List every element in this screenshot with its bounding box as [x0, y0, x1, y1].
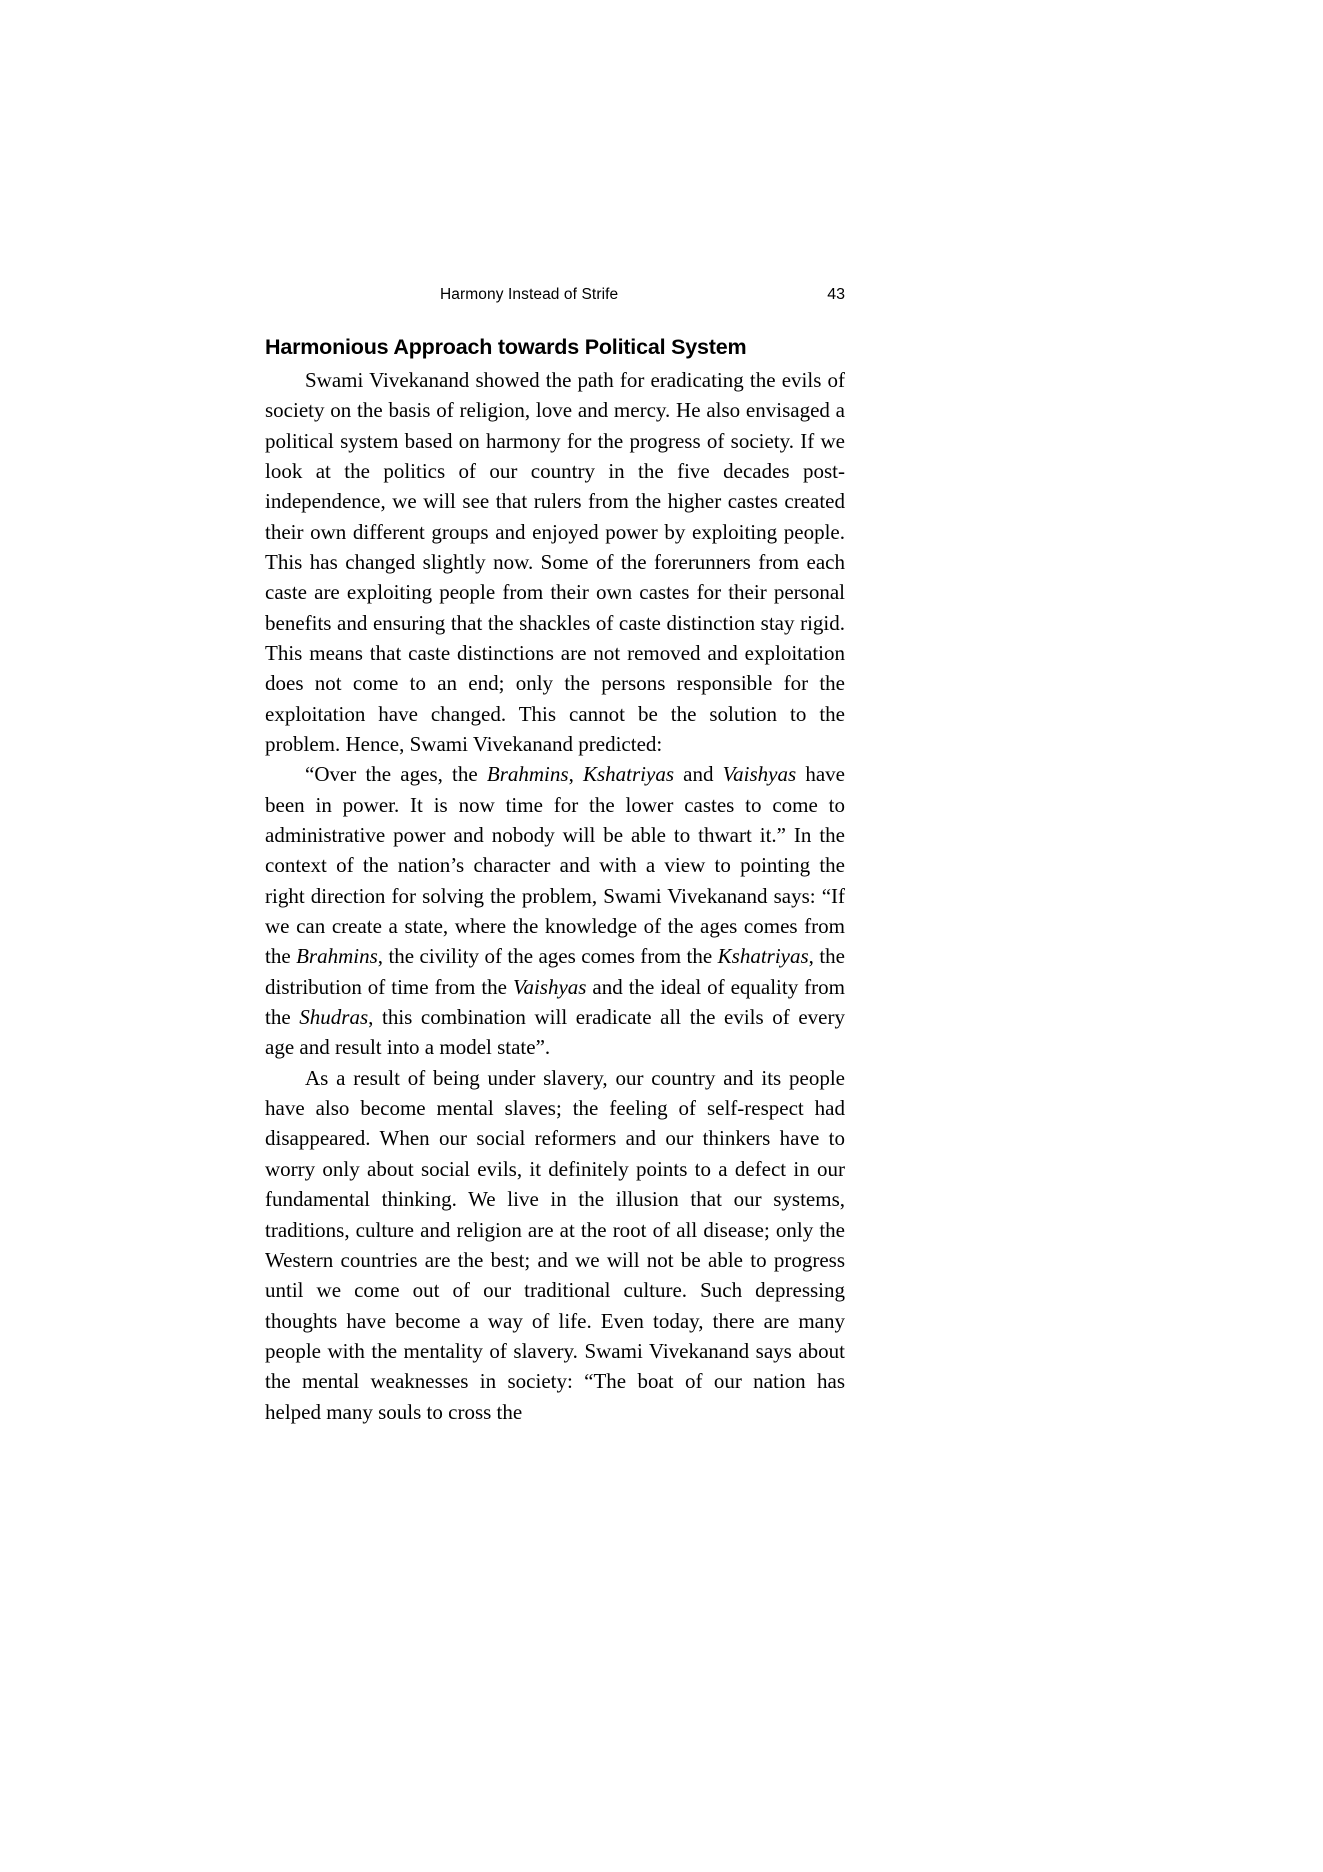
paragraph-3-text: As a result of being under slavery, our country and its people have also become mental slaves; the feeling of self-respect had disappeared. When our social reformers and our thinkers have to worry only about social evils, it definitely points to a defect in our fundamental thinking. We live in the illusion that our systems, traditions, culture and religion are at the root of all disease; only the Western countries are the best; and we will not be able to progress until we come out of our traditional culture. Such depressing thoughts have become a way of life. Even today, there are many people with the mentality of slavery. Swami Vivekanand says about the mental weaknesses in society: “The boat of our nation has helped many souls to cross the: [265, 1065, 845, 1424]
term-kshatriyas-2: Kshatriyas: [717, 944, 809, 969]
term-vaishyas-2: Vaishyas: [512, 974, 587, 999]
paragraph-1: [265, 365, 845, 759]
running-head-title: Harmony Instead of Strife: [440, 286, 619, 303]
section-heading: Harmonious Approach towards Political System: [265, 335, 747, 359]
term-shudras: Shudras: [299, 1005, 369, 1030]
term-vaishyas-1: Vaishyas: [722, 762, 797, 787]
paragraph-2-text-h: , this combination will eradicate all the evils of every age and result into a model state”.: [265, 1005, 845, 1060]
paragraph-2-text-f: , the distribution of time from the: [265, 944, 845, 999]
term-brahmins-2: Brahmins: [296, 944, 378, 969]
paragraph-2-text-g: and the ideal of equality from the: [265, 974, 846, 1030]
term-kshatriyas-1: Kshatriyas: [582, 762, 674, 787]
paragraph-2: [265, 759, 845, 1062]
paragraph-3: [265, 1063, 845, 1427]
running-head: [265, 286, 845, 304]
paragraph-2-text-a: “Over the ages, the: [305, 762, 487, 787]
paragraph-2-text-d: have been in power. It is now time for the lower castes to come to administrative power and nobody will be able to thwart it.” In the context of the nation’s character and with a view to pointing the right direction for solving the problem, Swami Vivekanand says: “If we can create a state, where the knowledge of the ages comes from the: [265, 762, 845, 969]
paragraph-2-text-c: and: [674, 762, 723, 787]
page-content: [265, 286, 845, 1427]
term-brahmins-1: Brahmins: [486, 762, 569, 787]
paragraph-2-text-e: , the civility of the ages comes from the: [377, 944, 718, 969]
page-number: 43: [827, 286, 845, 303]
paragraph-2-text-b: ,: [568, 762, 583, 787]
paragraph-1-text: Swami Vivekanand showed the path for eradicating the evils of society on the basis of religion, love and mercy. He also envisaged a political system based on harmony for the progress of society. If we look at the politics of our country in the five decades post-independence, we will see that rulers from the higher castes created their own different groups and enjoyed power by exploiting people. This has changed slightly now. Some of the forerunners from each caste are exploiting people from their own castes for their personal benefits and ensuring that the shackles of caste distinction stay rigid. This means that caste distinctions are not removed and exploitation does not come to an end; only the persons responsible for the exploitation have changed. This cannot be the solution to the problem. Hence, Swami Vivekanand predicted:: [265, 367, 845, 756]
